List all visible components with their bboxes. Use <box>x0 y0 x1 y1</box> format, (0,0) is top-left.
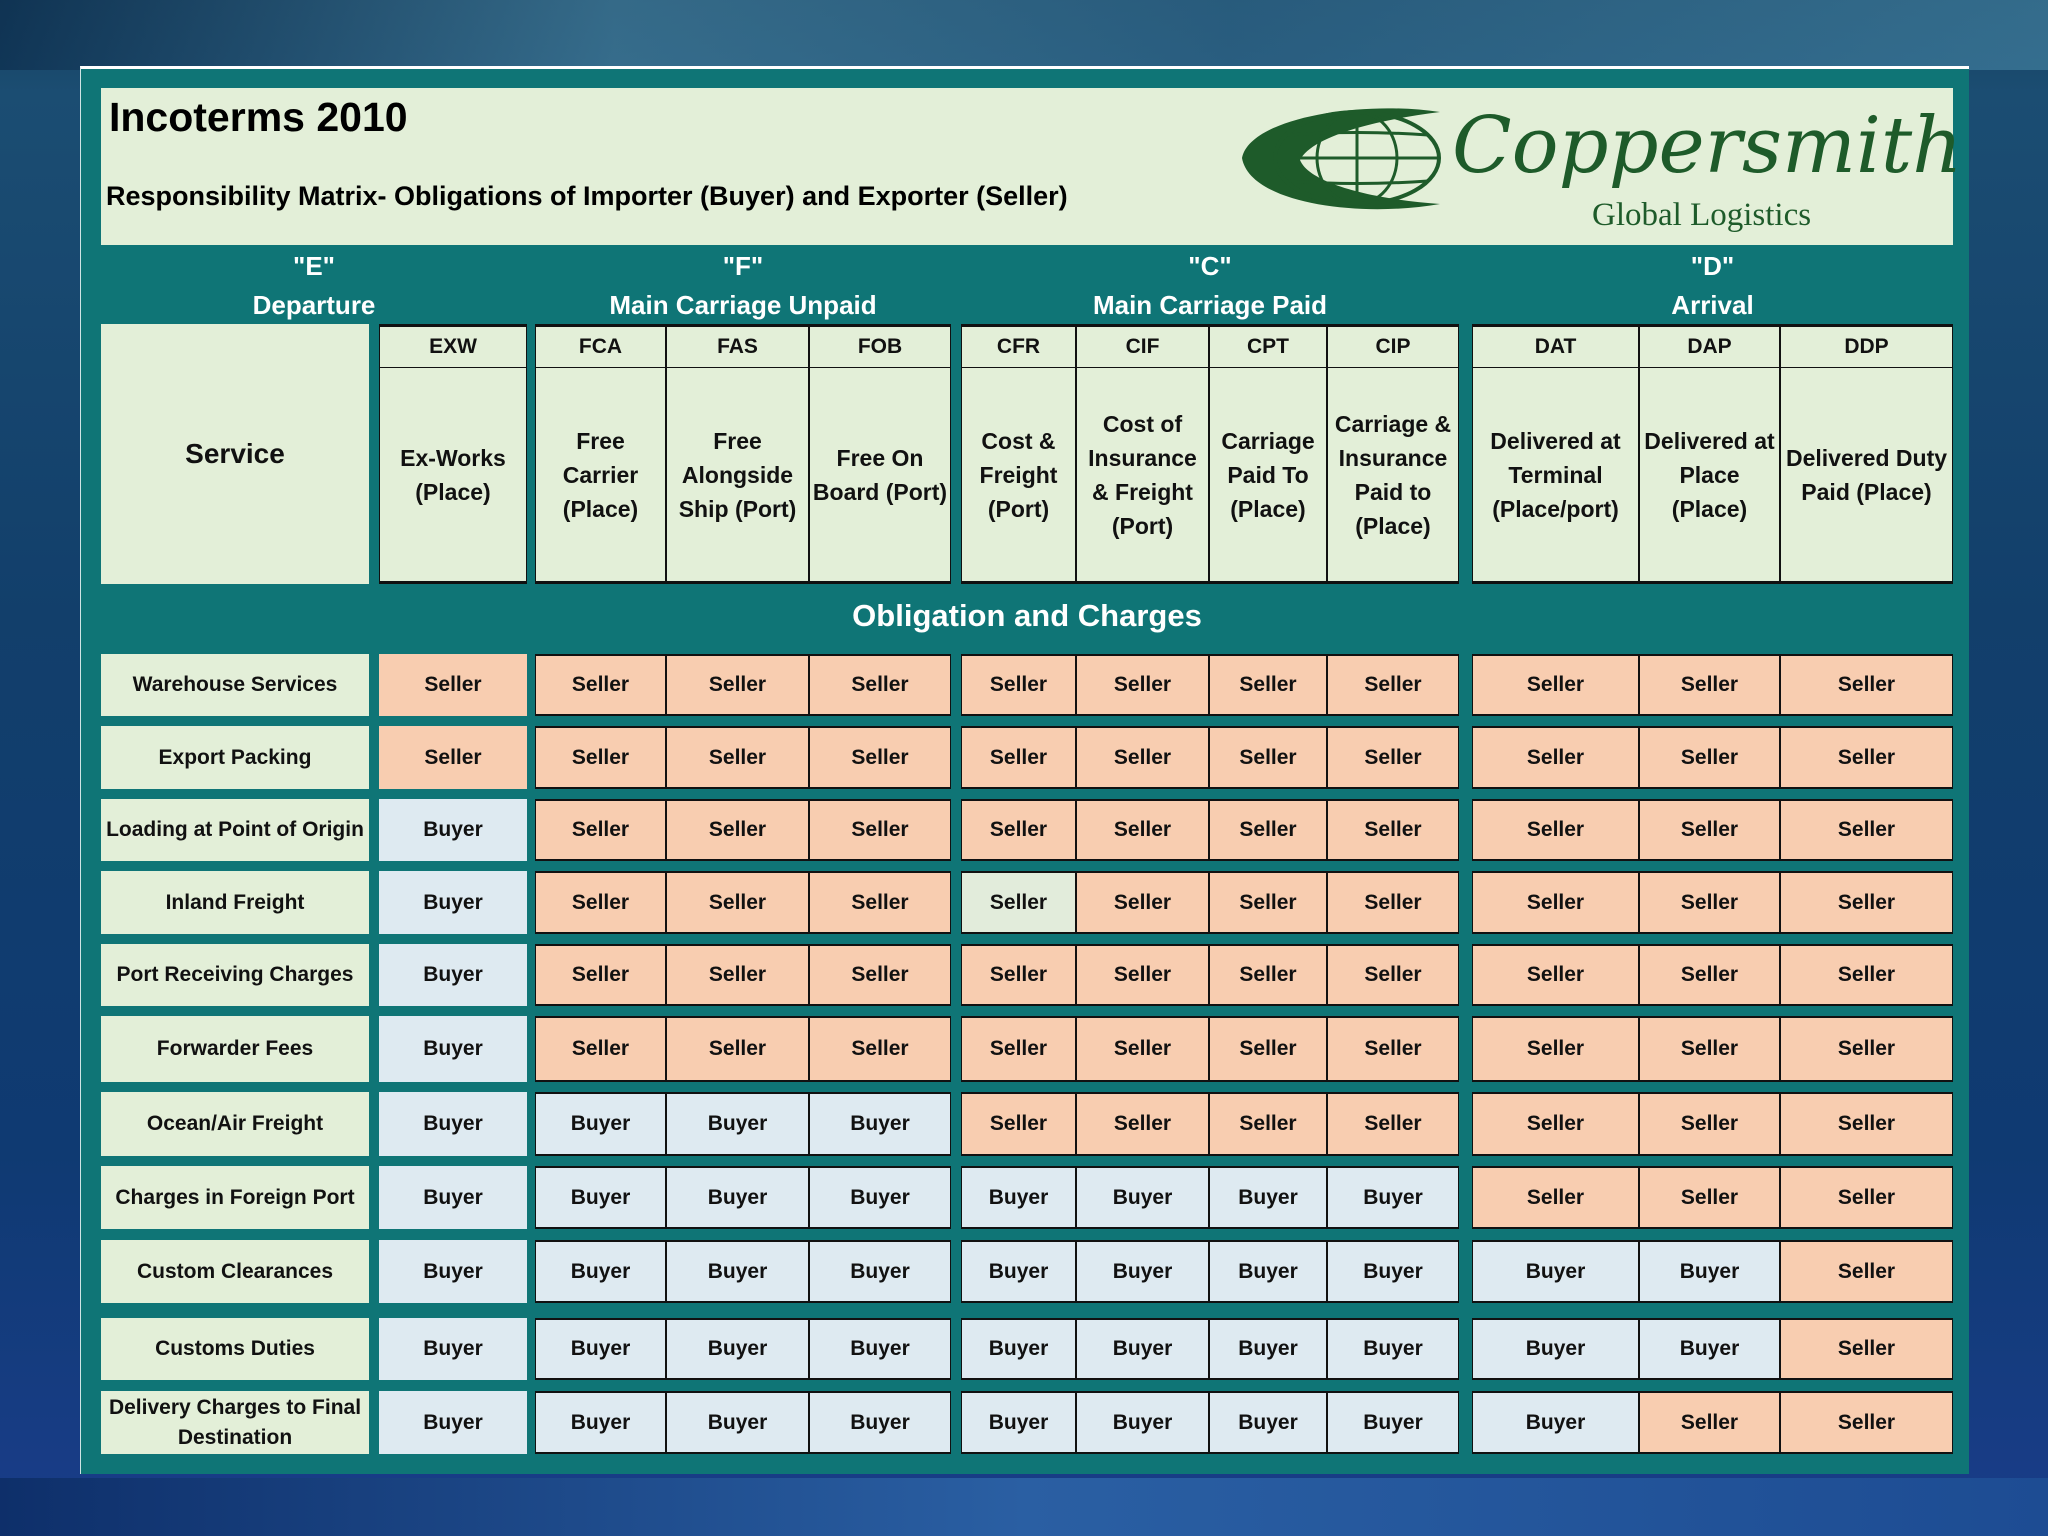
matrix-cell: Buyer <box>535 1166 666 1229</box>
matrix-cell: Buyer <box>379 871 527 934</box>
term-name: Free Carrier (Place) <box>535 368 666 584</box>
row-service-label: Export Packing <box>101 726 369 789</box>
term-name: Delivered at Place (Place) <box>1639 368 1780 584</box>
matrix-cell: Seller <box>535 726 666 789</box>
matrix-cell: Seller <box>1076 654 1209 716</box>
matrix-cell: Seller <box>1472 654 1639 716</box>
group-label: Main Carriage Unpaid <box>609 290 877 320</box>
matrix-cell: Buyer <box>1209 1240 1327 1303</box>
group-code: "C" <box>1188 251 1232 281</box>
matrix-cell: Seller <box>1780 871 1953 934</box>
matrix-cell: Buyer <box>666 1391 809 1454</box>
matrix-cell: Buyer <box>1327 1240 1459 1303</box>
term-name: Ex-Works (Place) <box>379 368 527 584</box>
matrix-cell: Seller <box>1472 944 1639 1006</box>
matrix-cell: Buyer <box>809 1240 951 1303</box>
matrix-cell: Buyer <box>379 1016 527 1082</box>
matrix-cell: Seller <box>809 871 951 934</box>
matrix-cell: Buyer <box>666 1240 809 1303</box>
logo-tagline: Global Logistics <box>1592 197 1812 233</box>
matrix-cell: Seller <box>1780 654 1953 716</box>
matrix-cell: Seller <box>961 871 1076 934</box>
matrix-cell: Buyer <box>961 1240 1076 1303</box>
matrix-cell: Seller <box>1780 1240 1953 1303</box>
group-header <box>101 247 527 325</box>
matrix-cell: Seller <box>961 654 1076 716</box>
matrix-cell: Seller <box>1472 1166 1639 1229</box>
matrix-cell: Buyer <box>1076 1318 1209 1380</box>
matrix-cell: Buyer <box>379 1240 527 1303</box>
matrix-cell: Seller <box>1780 1166 1953 1229</box>
group-header <box>961 247 1459 325</box>
matrix-cell: Seller <box>1472 1016 1639 1082</box>
term-name: Carriage Paid To (Place) <box>1209 368 1327 584</box>
matrix-cell: Buyer <box>1076 1166 1209 1229</box>
matrix-cell: Seller <box>1639 1391 1780 1454</box>
term-code: DAP <box>1639 324 1780 368</box>
term-name: Carriage & Insurance Paid to (Place) <box>1327 368 1459 584</box>
term-name: Free Alongside Ship (Port) <box>666 368 809 584</box>
matrix-cell: Seller <box>1209 726 1327 789</box>
matrix-cell: Buyer <box>961 1166 1076 1229</box>
row-service-label: Custom Clearances <box>101 1240 369 1303</box>
group-code: "F" <box>722 251 764 281</box>
matrix-cell: Seller <box>666 799 809 861</box>
matrix-cell: Seller <box>1209 944 1327 1006</box>
row-service-label: Charges in Foreign Port <box>101 1166 369 1229</box>
row-service-label: Ocean/Air Freight <box>101 1092 369 1156</box>
matrix-cell: Seller <box>1327 871 1459 934</box>
matrix-cell: Seller <box>535 944 666 1006</box>
matrix-cell: Seller <box>1472 871 1639 934</box>
matrix-cell: Seller <box>1780 944 1953 1006</box>
coppersmith-logo <box>1240 100 1963 240</box>
section-title: Obligation and Charges <box>852 598 1202 633</box>
row-service-label: Loading at Point of Origin <box>101 799 369 861</box>
matrix-cell: Seller <box>809 726 951 789</box>
matrix-cell: Seller <box>535 871 666 934</box>
matrix-cell: Buyer <box>535 1092 666 1156</box>
term-code: CFR <box>961 324 1076 368</box>
matrix-cell: Seller <box>1780 1391 1953 1454</box>
matrix-cell: Seller <box>666 1016 809 1082</box>
matrix-cell: Seller <box>1639 654 1780 716</box>
matrix-cell: Buyer <box>809 1391 951 1454</box>
matrix-cell: Buyer <box>961 1318 1076 1380</box>
row-service-label: Inland Freight <box>101 871 369 934</box>
matrix-cell: Seller <box>1780 1092 1953 1156</box>
matrix-cell: Seller <box>666 944 809 1006</box>
matrix-cell: Seller <box>1327 944 1459 1006</box>
group-header <box>535 247 951 325</box>
matrix-cell: Seller <box>1639 726 1780 789</box>
matrix-cell: Buyer <box>1639 1318 1780 1380</box>
matrix-cell: Seller <box>535 1016 666 1082</box>
matrix-cell: Buyer <box>1076 1240 1209 1303</box>
matrix-cell: Seller <box>1639 944 1780 1006</box>
term-code: DAT <box>1472 324 1639 368</box>
background-band <box>0 0 2048 70</box>
matrix-cell: Seller <box>1780 726 1953 789</box>
matrix-cell: Seller <box>1780 1318 1953 1380</box>
matrix-cell: Seller <box>1076 944 1209 1006</box>
group-header <box>1472 247 1953 325</box>
term-name: Cost of Insurance & Freight (Port) <box>1076 368 1209 584</box>
matrix-cell: Seller <box>1639 799 1780 861</box>
matrix-cell: Seller <box>1327 1016 1459 1082</box>
matrix-cell: Buyer <box>1209 1391 1327 1454</box>
matrix-cell: Buyer <box>961 1391 1076 1454</box>
term-name: Delivered at Terminal (Place/port) <box>1472 368 1639 584</box>
matrix-cell: Buyer <box>809 1092 951 1156</box>
matrix-cell: Buyer <box>666 1166 809 1229</box>
matrix-cell: Buyer <box>379 1318 527 1380</box>
matrix-cell: Buyer <box>379 944 527 1006</box>
term-name: Delivered Duty Paid (Place) <box>1780 368 1953 584</box>
term-code: FAS <box>666 324 809 368</box>
term-code: EXW <box>379 324 527 368</box>
group-code: "E" <box>293 251 335 281</box>
matrix-cell: Seller <box>1327 654 1459 716</box>
matrix-cell: Buyer <box>1327 1391 1459 1454</box>
matrix-cell: Seller <box>535 799 666 861</box>
row-service-label: Warehouse Services <box>101 654 369 716</box>
service-header: Service <box>101 324 369 584</box>
term-code: FOB <box>809 324 951 368</box>
matrix-cell: Seller <box>1327 1092 1459 1156</box>
matrix-cell: Buyer <box>1472 1318 1639 1380</box>
matrix-cell: Buyer <box>535 1240 666 1303</box>
group-label: Departure <box>252 290 376 320</box>
matrix-cell: Seller <box>809 799 951 861</box>
background-band-bottom <box>0 1478 2048 1536</box>
matrix-cell: Buyer <box>1209 1318 1327 1380</box>
matrix-cell: Buyer <box>379 1092 527 1156</box>
matrix-cell: Seller <box>1639 1166 1780 1229</box>
matrix-cell: Seller <box>1209 1092 1327 1156</box>
term-code: CIF <box>1076 324 1209 368</box>
term-code: FCA <box>535 324 666 368</box>
matrix-cell: Seller <box>666 871 809 934</box>
matrix-cell: Seller <box>961 944 1076 1006</box>
matrix-cell: Seller <box>961 799 1076 861</box>
group-label: Arrival <box>1671 290 1754 320</box>
matrix-cell: Seller <box>379 726 527 789</box>
matrix-cell: Buyer <box>1327 1166 1459 1229</box>
group-label: Main Carriage Paid <box>1092 290 1328 320</box>
matrix-cell: Buyer <box>379 1391 527 1454</box>
term-code: DDP <box>1780 324 1953 368</box>
term-name: Cost & Freight (Port) <box>961 368 1076 584</box>
matrix-cell: Buyer <box>666 1092 809 1156</box>
matrix-cell: Buyer <box>535 1318 666 1380</box>
matrix-cell: Buyer <box>1472 1240 1639 1303</box>
matrix-cell: Seller <box>1472 1092 1639 1156</box>
matrix-cell: Seller <box>1472 726 1639 789</box>
matrix-cell: Buyer <box>809 1318 951 1380</box>
matrix-cell: Seller <box>1327 799 1459 861</box>
row-service-label: Delivery Charges to Final Destination <box>101 1391 369 1454</box>
logo-brand: Coppersmith <box>1452 101 1963 191</box>
matrix-cell: Buyer <box>666 1318 809 1380</box>
term-name: Free On Board (Port) <box>809 368 951 584</box>
matrix-cell: Seller <box>1780 1016 1953 1082</box>
matrix-cell: Seller <box>809 654 951 716</box>
matrix-cell: Seller <box>666 654 809 716</box>
matrix-cell: Buyer <box>1327 1318 1459 1380</box>
matrix-cell: Seller <box>1209 654 1327 716</box>
matrix-cell: Buyer <box>535 1391 666 1454</box>
matrix-cell: Seller <box>809 944 951 1006</box>
term-code: CPT <box>1209 324 1327 368</box>
matrix-cell: Seller <box>1076 1092 1209 1156</box>
matrix-cell: Buyer <box>1076 1391 1209 1454</box>
matrix-cell: Seller <box>379 654 527 716</box>
matrix-cell: Seller <box>961 726 1076 789</box>
matrix-cell: Seller <box>809 1016 951 1082</box>
row-service-label: Port Receiving Charges <box>101 944 369 1006</box>
matrix-cell: Buyer <box>379 1166 527 1229</box>
matrix-cell: Seller <box>1327 726 1459 789</box>
term-code: CIP <box>1327 324 1459 368</box>
matrix-cell: Seller <box>961 1016 1076 1082</box>
matrix-cell: Seller <box>1209 1016 1327 1082</box>
matrix-cell: Seller <box>1076 871 1209 934</box>
matrix-cell: Seller <box>1076 799 1209 861</box>
matrix-cell: Seller <box>1639 871 1780 934</box>
matrix-cell: Seller <box>535 654 666 716</box>
group-code: "D" <box>1690 251 1735 281</box>
matrix-cell: Seller <box>1472 799 1639 861</box>
matrix-cell: Buyer <box>379 799 527 861</box>
matrix-cell: Seller <box>1780 799 1953 861</box>
page-title: Incoterms 2010 <box>109 94 408 140</box>
matrix-cell: Seller <box>1076 726 1209 789</box>
matrix-cell: Seller <box>1639 1016 1780 1082</box>
matrix-cell: Seller <box>666 726 809 789</box>
page-subtitle: Responsibility Matrix- Obligations of Importer (Buyer) and Exporter (Seller) <box>106 181 1068 211</box>
matrix-cell: Buyer <box>1639 1240 1780 1303</box>
matrix-cell: Buyer <box>1209 1166 1327 1229</box>
row-service-label: Customs Duties <box>101 1318 369 1380</box>
matrix-cell: Seller <box>1209 871 1327 934</box>
matrix-cell: Seller <box>1639 1092 1780 1156</box>
matrix-cell: Seller <box>1209 799 1327 861</box>
row-service-label: Forwarder Fees <box>101 1016 369 1082</box>
matrix-cell: Seller <box>1076 1016 1209 1082</box>
matrix-cell: Buyer <box>809 1166 951 1229</box>
matrix-cell: Buyer <box>1472 1391 1639 1454</box>
matrix-cell: Seller <box>961 1092 1076 1156</box>
globe-icon <box>1242 108 1440 209</box>
